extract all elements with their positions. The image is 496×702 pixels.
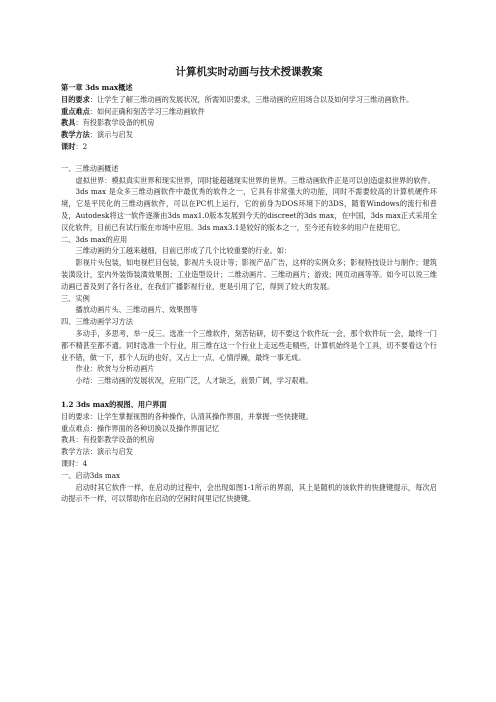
- goal-text: ：让学生了解三维动画的发展状况，所需知识要求，三维动画的应用场合以及如何学习三维动画软件。: [89, 94, 414, 104]
- hours-text: ：2: [75, 141, 88, 151]
- section-12-tool: 教具：有投影教学设备的机房: [61, 435, 155, 445]
- key-text: ：如何正确和刻苦学习三维动画软件: [89, 106, 205, 116]
- section-2-paragraph-2: 影视片头包装，如电视栏目包装，影视片头设计等；影视产品广告，这样的实例众多；影视特技设计与制作；建筑装潢设计，室内外装饰装潢效果图；工业造型设计；二维动画片、三维动画片；游戏；网页动画等等。如今可以说三维动画已普及到了各行各业，在我们广播影视行业，更是引用了它，得到了较大的发展。: [61, 258, 437, 291]
- document-title: 计算机实时动画与技术授课教案: [175, 66, 323, 78]
- hours-label: 课时: [61, 141, 76, 151]
- section-3-paragraph-1: 播放动画片头、三维动画片、效果图等: [75, 305, 198, 315]
- tool-label: 教具: [61, 118, 76, 128]
- section-3-title: 三、实例: [61, 293, 90, 303]
- summary-line: 小结：三维动画的发展状况，应用广泛，人才缺乏，前景广阔，学习艰难。: [75, 376, 313, 386]
- goal-label: 目的要求: [61, 94, 90, 104]
- tool-text: ：有投影教学设备的机房: [75, 118, 155, 128]
- goal-line: [61, 94, 437, 106]
- method-text: ：演示与启发: [89, 130, 133, 140]
- section-1-paragraph-1: 虚拟世界：模拟真实世界和现实世界，同时能超越现实世界的世界。三维动画软件正是可以创造虚拟世界的软件。: [75, 175, 435, 185]
- section-12-sub1-title: 一、启动3ds max: [61, 470, 121, 480]
- section-12-goal: 目的要求：让学生掌握视图的各种操作，认清其操作界面，并掌握一些快捷键。: [61, 411, 313, 421]
- section-12-hours: 课时：4: [61, 458, 88, 468]
- section-4-paragraph-1: 多动手，多思考，举一反三。选准一个三维软件，刻苦钻研，切不要这个软件玩一会，那个软件玩一会，最终一门都不精甚至都不通。同时选准一个行业，用三维在这一个行业上走远些走精些，计算机始终是个工具，切不要看这个行业不错，做一下，那个人玩的也好，又占上一点，心情浮躁，最终一事无成。: [61, 328, 437, 362]
- section-12-key: 重点难点：操作界面的各种切换以及操作界面记忆: [61, 423, 220, 433]
- spacer: [61, 387, 437, 399]
- hours-line: [61, 141, 437, 153]
- document-body: [61, 82, 437, 505]
- section-2-title: 二、3ds max的应用: [61, 234, 128, 244]
- section-1-title: 一、三维动画概述: [61, 163, 119, 173]
- method-label: 教学方法: [61, 130, 90, 140]
- section-2-paragraph-1: 三维动画的分工越来越细，目前已形成了几个比较重要的行业。如：: [75, 246, 292, 256]
- spacer: [61, 153, 437, 163]
- tool-line: [61, 117, 437, 129]
- chapter-heading: 第一章 3ds max概述: [61, 83, 133, 92]
- section-4-title: 四、三维动画学习方法: [61, 317, 133, 327]
- key-label: 重点难点: [61, 106, 90, 116]
- method-line: [61, 129, 437, 141]
- section-12-heading: 1.2 3ds max的视图、用户界面: [61, 399, 167, 409]
- homework-line: 作业：欣赏与分析动画片: [75, 364, 155, 374]
- key-line: [61, 106, 437, 118]
- section-1-paragraph-2: 3ds max 是众多三维动画软件中最优秀的软件之一，它具有非常强大的功能，同时不需要较高的计算机硬件环境，它是平民化的三维动画软件，可以在PC机上运行，它的前身为DOS环境下的3DS，随着Windows的流行和普及，Autodesk将这一软件逐渐由3ds max1.0版本发展到今天的discreet的3ds max，在中国，3ds max正式采用全汉化软件，目前已有试行版在市场中应用。3ds max3.1是较好的版本之一，至今还有较多的用户在使用它。: [61, 187, 437, 232]
- section-12-sub1-paragraph: 启动时其它软件一样，在启动的过程中，会出现如图1-1所示的界面，其上是随机的该软件的快捷键提示，每次启动提示不一样，可以帮助你在启动的空闲时间里记忆快捷键。: [61, 482, 437, 504]
- section-12-method: 教学方法：演示与启发: [61, 447, 133, 457]
